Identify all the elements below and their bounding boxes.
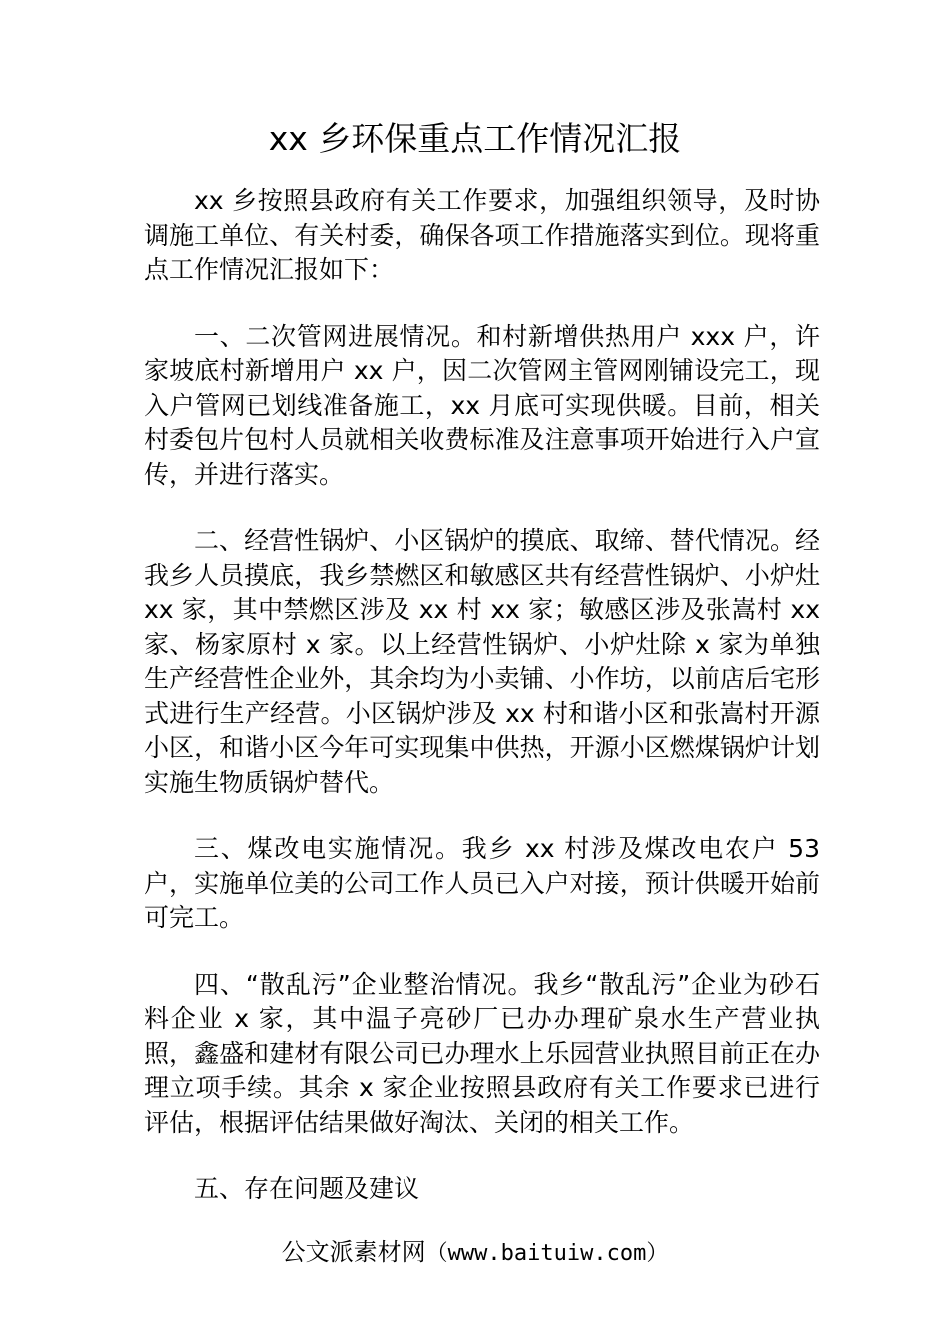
paragraph-section-2: 二、经营性锅炉、小区锅炉的摸底、取缔、替代情况。经我乡人员摸底，我乡禁燃区和敏感区共有经营性锅炉、小炉灶 xx 家，其中禁燃区涉及 xx 村 xx 家；敏感区涉及张嵩村 xx 家、杨家原村 x 家。以上经营性锅炉、小炉灶除 x 家为单独生产经营性企业外，其余均为小卖铺、小作坊，以前店后宅形式进行生产经营。小区锅炉涉及 xx 村和谐小区和张嵩村开源小区，和谐小区今年可实现集中供热，开源小区燃煤锅炉计划实施生物质锅炉替代。 <box>144 526 820 797</box>
document-body <box>144 184 820 1239</box>
paragraph-section-5: 五、存在问题及建议 <box>194 1174 420 1203</box>
paragraph-section-3: 三、煤改电实施情况。我乡 xx 村涉及煤改电农户 53 户，实施单位美的公司工作人员已入户对接，预计供暖开始前可完工。 <box>144 834 820 932</box>
footer-source <box>0 1234 950 1272</box>
paragraph-intro: xx 乡按照县政府有关工作要求，加强组织领导，及时协调施工单位、有关村委，确保各项工作措施落实到位。现将重点工作情况汇报如下： <box>144 186 820 284</box>
footer-url: （www.baituiw.com） <box>425 1241 669 1266</box>
paragraph-section-1: 一、二次管网进展情况。和村新增供热用户 xxx 户，许家坡底村新增用户 xx 户，因二次管网主管网刚铺设完工，现入户管网已划线准备施工，xx 月底可实现供暖。目前，相关村委包片包村人员就相关收费标准及注意事项开始进行入户宣传，并进行落实。 <box>144 321 820 489</box>
document-title: xx 乡环保重点工作情况汇报 <box>268 119 682 158</box>
paragraph-section-4: 四、“散乱污”企业整治情况。我乡“散乱污”企业为砂石料企业 x 家，其中温子亮砂厂已办办理矿泉水生产营业执照，鑫盛和建材有限公司已办理水上乐园营业执照目前正在办理立项手续。其余 x 家企业按照县政府有关工作要求已进行评估，根据评估结果做好淘汰、关闭的相关工作。 <box>144 969 820 1137</box>
footer-site-name: 公文派素材网 <box>281 1238 426 1266</box>
